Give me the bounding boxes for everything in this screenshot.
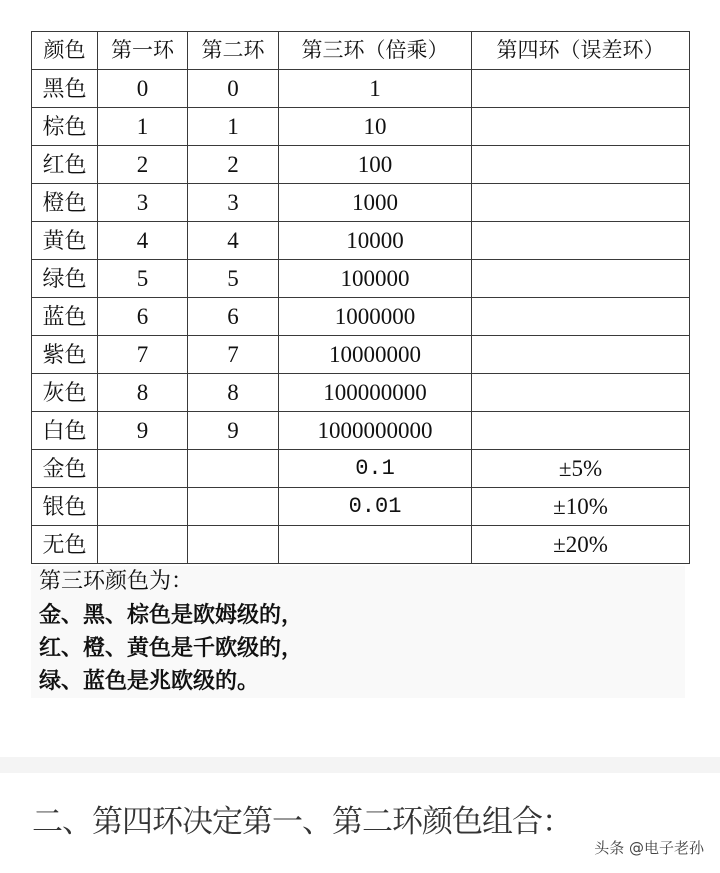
table-header-row bbox=[32, 32, 690, 70]
header-second-band: 第二环 bbox=[188, 32, 279, 70]
table-row bbox=[32, 70, 690, 108]
header-first-band: 第一环 bbox=[98, 32, 188, 70]
cell-tolerance bbox=[472, 374, 690, 412]
note-line-megohm: 绿、蓝色是兆欧级的。 bbox=[39, 668, 260, 693]
cell-second: 1 bbox=[188, 108, 279, 146]
cell-first bbox=[98, 526, 188, 564]
cell-multiplier bbox=[279, 526, 472, 564]
cell-second bbox=[188, 526, 279, 564]
cell-first: 4 bbox=[98, 222, 188, 260]
cell-first: 9 bbox=[98, 412, 188, 450]
cell-second: 5 bbox=[188, 260, 279, 298]
cell-tolerance bbox=[472, 222, 690, 260]
cell-second: 4 bbox=[188, 222, 279, 260]
cell-color: 蓝色 bbox=[32, 298, 98, 336]
table-row bbox=[32, 222, 690, 260]
cell-color: 绿色 bbox=[32, 260, 98, 298]
cell-multiplier: 1000000000 bbox=[279, 412, 472, 450]
cell-tolerance bbox=[472, 184, 690, 222]
cell-first: 2 bbox=[98, 146, 188, 184]
cell-color: 红色 bbox=[32, 146, 98, 184]
cell-color: 银色 bbox=[32, 488, 98, 526]
cell-color: 紫色 bbox=[32, 336, 98, 374]
cell-multiplier: 100 bbox=[279, 146, 472, 184]
cell-multiplier: 10000 bbox=[279, 222, 472, 260]
cell-first: 6 bbox=[98, 298, 188, 336]
cell-second: 8 bbox=[188, 374, 279, 412]
cell-multiplier: 1000000 bbox=[279, 298, 472, 336]
note-title: 第三环颜色为： bbox=[39, 568, 194, 593]
cell-color: 黑色 bbox=[32, 70, 98, 108]
cell-tolerance bbox=[472, 336, 690, 374]
cell-tolerance bbox=[472, 260, 690, 298]
cell-color: 白色 bbox=[32, 412, 98, 450]
table-row bbox=[32, 374, 690, 412]
cell-tolerance bbox=[472, 108, 690, 146]
cell-first: 7 bbox=[98, 336, 188, 374]
cell-multiplier: 100000000 bbox=[279, 374, 472, 412]
cell-second: 9 bbox=[188, 412, 279, 450]
cell-tolerance bbox=[472, 298, 690, 336]
cell-second bbox=[188, 450, 279, 488]
table-row bbox=[32, 184, 690, 222]
cell-first bbox=[98, 488, 188, 526]
table-row bbox=[32, 298, 690, 336]
cell-color: 无色 bbox=[32, 526, 98, 564]
cell-tolerance bbox=[472, 146, 690, 184]
cell-tolerance: ±5% bbox=[472, 450, 690, 488]
cell-tolerance bbox=[472, 70, 690, 108]
cell-multiplier: 0.01 bbox=[279, 488, 472, 526]
section-divider bbox=[0, 757, 720, 773]
cell-multiplier: 10000000 bbox=[279, 336, 472, 374]
cell-first: 0 bbox=[98, 70, 188, 108]
section-heading: 二、第四环决定第一、第二环颜色组合： bbox=[32, 804, 572, 840]
cell-multiplier: 10 bbox=[279, 108, 472, 146]
cell-color: 金色 bbox=[32, 450, 98, 488]
cell-multiplier: 100000 bbox=[279, 260, 472, 298]
table-row bbox=[32, 260, 690, 298]
cell-multiplier: 1 bbox=[279, 70, 472, 108]
cell-tolerance: ±10% bbox=[472, 488, 690, 526]
header-third-band-multiplier: 第三环（倍乘） bbox=[279, 32, 472, 70]
table-row bbox=[32, 488, 690, 526]
cell-multiplier: 0.1 bbox=[279, 450, 472, 488]
cell-multiplier: 1000 bbox=[279, 184, 472, 222]
cell-second: 2 bbox=[188, 146, 279, 184]
cell-first bbox=[98, 450, 188, 488]
cell-first: 3 bbox=[98, 184, 188, 222]
cell-color: 棕色 bbox=[32, 108, 98, 146]
table-row bbox=[32, 336, 690, 374]
cell-first: 8 bbox=[98, 374, 188, 412]
cell-tolerance bbox=[472, 412, 690, 450]
cell-second: 7 bbox=[188, 336, 279, 374]
table-row bbox=[32, 412, 690, 450]
cell-color: 橙色 bbox=[32, 184, 98, 222]
table-row bbox=[32, 526, 690, 564]
table-row bbox=[32, 146, 690, 184]
cell-second: 0 bbox=[188, 70, 279, 108]
header-color: 颜色 bbox=[32, 32, 98, 70]
cell-second: 6 bbox=[188, 298, 279, 336]
cell-color: 灰色 bbox=[32, 374, 98, 412]
cell-tolerance: ±20% bbox=[472, 526, 690, 564]
table-row bbox=[32, 108, 690, 146]
cell-first: 1 bbox=[98, 108, 188, 146]
cell-first: 5 bbox=[98, 260, 188, 298]
note-line-ohm: 金、黑、棕色是欧姆级的， bbox=[39, 602, 304, 627]
header-fourth-band-tolerance: 第四环（误差环） bbox=[472, 32, 690, 70]
cell-second: 3 bbox=[188, 184, 279, 222]
cell-second bbox=[188, 488, 279, 526]
cell-color: 黄色 bbox=[32, 222, 98, 260]
table-row bbox=[32, 450, 690, 488]
watermark-author: 头条 @电子老孙 bbox=[594, 839, 704, 857]
third-band-note bbox=[31, 566, 685, 698]
note-line-kilohm: 红、橙、黄色是千欧级的， bbox=[39, 635, 304, 660]
resistor-color-code-table bbox=[31, 31, 690, 564]
